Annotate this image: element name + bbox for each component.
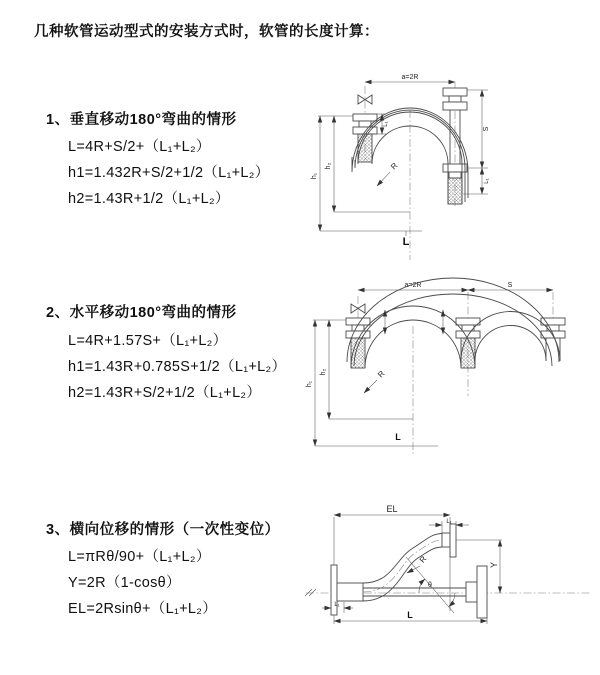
radius-callout — [377, 161, 400, 186]
dim-label-l1-bottom: L₁ — [334, 602, 340, 608]
radius-callout — [364, 369, 387, 393]
dim-a-2r — [365, 74, 455, 82]
dim-label-s: S — [507, 282, 513, 289]
hose-upper-position — [363, 534, 442, 602]
formula-line: h2=1.43R+S/2+1/2（L₁+L₂） — [68, 385, 262, 401]
section-1-formulas — [68, 134, 270, 212]
label-radius: R — [389, 161, 400, 172]
formula-line: EL=2Rsinθ+（L₁+L₂） — [68, 601, 218, 617]
diagram-vertical-180-bend — [306, 64, 596, 262]
section-2-heading: 2、水平移动180°弯曲的情形 — [46, 305, 237, 321]
label-length: L — [402, 236, 410, 248]
formula-line: L=4R+1.57S+（L₁+L₂） — [68, 333, 228, 349]
dim-l-bottom — [334, 610, 487, 624]
dim-h1 — [306, 320, 438, 446]
dim-label-a2r: a=2R — [404, 282, 422, 289]
dim-label-h1: h₁ — [306, 380, 313, 388]
dim-label-l1-right: L₁ — [484, 178, 490, 184]
diagram-horizontal-180-bend — [303, 276, 600, 462]
formula-line: h1=1.43R+0.785S+1/2（L₁+L₂） — [68, 359, 287, 375]
dim-a-2r — [358, 282, 468, 290]
fitting-length-ticks — [385, 310, 443, 334]
section-2-formulas — [68, 328, 286, 406]
angle-theta — [406, 557, 455, 613]
label-radius: R — [376, 369, 387, 380]
diagram-lateral-displacement — [300, 503, 600, 651]
label-radius: R — [417, 554, 429, 565]
dim-l1-top — [429, 519, 469, 533]
dim-label-l1-left: L₁ — [383, 121, 389, 127]
dim-label-l1-top: L₁ — [446, 519, 452, 525]
dim-label-el: EL — [386, 504, 398, 514]
section-1-heading: 1、垂直移动180°弯曲的情形 — [46, 112, 237, 128]
formula-line: h2=1.43R+1/2（L₁+L₂） — [68, 191, 230, 207]
hose-u-curves — [347, 278, 560, 368]
centerline-break-mark — [305, 589, 316, 596]
formula-line: Y=2R（1-cosθ） — [68, 575, 181, 591]
dim-s — [468, 282, 553, 290]
formula-line: h1=1.432R+S/2+1/2（L₁+L₂） — [68, 165, 270, 181]
right-upper-flange — [442, 524, 456, 557]
section-3-formulas — [68, 544, 217, 622]
right-lower-flange — [466, 566, 487, 618]
dim-l1-bottom — [322, 602, 353, 613]
label-length: L — [395, 432, 401, 442]
formula-line: L=πRθ/90+（L₁+L₂） — [68, 549, 211, 565]
dim-label-l: L — [407, 610, 413, 620]
page-title: 几种软管运动型式的安装方式时，软管的长度计算： — [34, 24, 379, 40]
dim-label-a2r: a=2R — [401, 74, 419, 81]
dim-label-h2: h₂ — [320, 368, 327, 376]
formula-line: L=4R+S/2+（L₁+L₂） — [68, 139, 211, 155]
dim-label-s: S — [483, 126, 490, 132]
dim-label-y: Y — [489, 561, 499, 569]
dim-label-h2: h₂ — [325, 162, 332, 170]
section-3-heading: 3、横向位移的情形（一次性变位） — [46, 522, 280, 538]
dim-label-h1: h₁ — [311, 172, 318, 180]
centerlines — [358, 292, 553, 454]
angle-label-theta: θ — [428, 582, 432, 589]
centerlines — [365, 82, 455, 260]
